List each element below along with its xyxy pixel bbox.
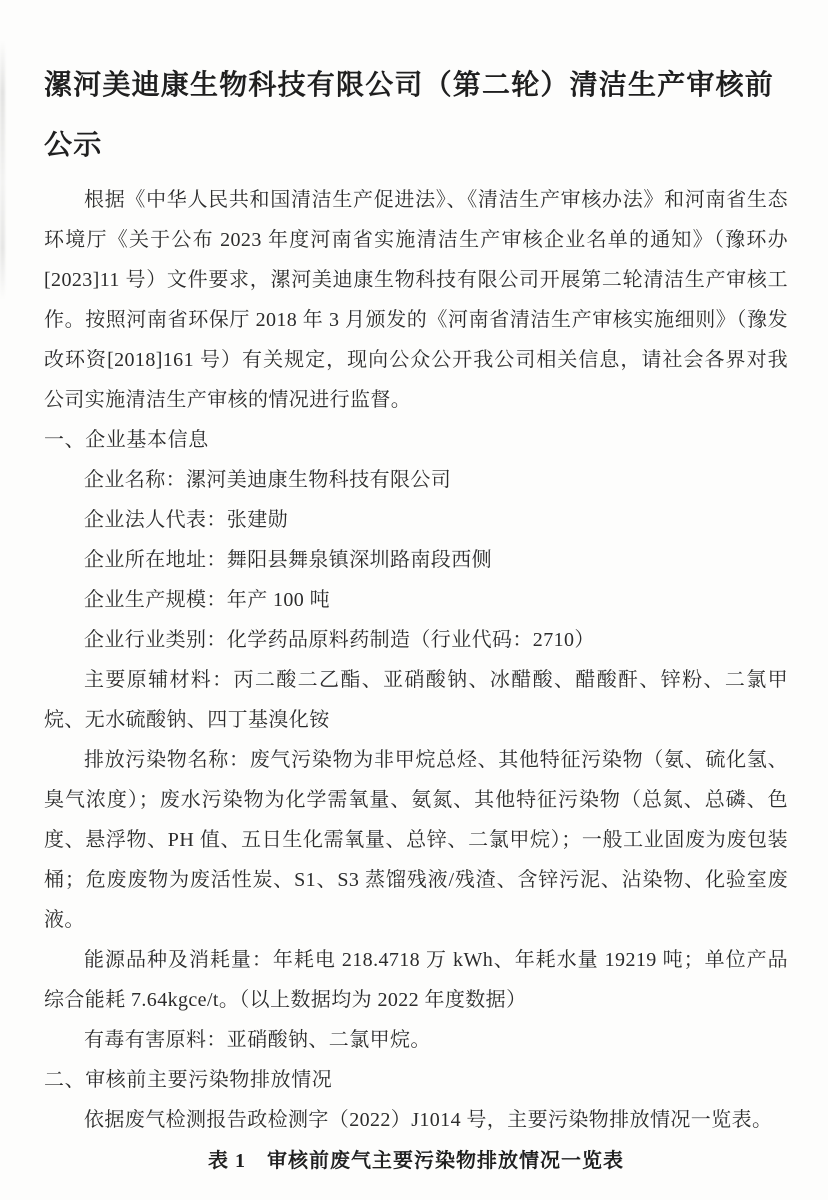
info-item-energy-consumption: 能源品种及消耗量：年耗电 218.4718 万 kWh、年耗水量 19219 吨；单位产品综合能耗 7.64kgce/t。（以上数据均为 2022 年度数据） (44, 949, 788, 1011)
info-item-address: 企业所在地址：舞阳县舞泉镇深圳路南段西侧 (84, 549, 492, 571)
info-item-industry-category: 企业行业类别：化学药品原料药制造（行业代码：2710） (84, 629, 595, 651)
section-1-heading: 一、企业基本信息 (44, 429, 209, 451)
info-item-toxic-materials: 有毒有害原料：亚硝酸钠、二氯甲烷。 (84, 1029, 431, 1051)
emission-report-paragraph: 依据废气检测报告政检测字（2022）J1014 号，主要污染物排放情况一览表。 (84, 1109, 773, 1131)
intro-paragraph: 根据《中华人民共和国清洁生产促进法》、《清洁生产审核办法》和河南省生态环境厅《关于公布 2023 年度河南省实施清洁生产审核企业名单的通知》（豫环办[2023]11 号）文件要求，漯河美迪康生物科技有限公司开展第二轮清洁生产审核工作。按照河南省环保厅 2018 年 3 月颁发的《河南省清洁生产审核实施细则》（豫发改环资[2018]161 号）有关规定，现向公众公开我公司相关信息，请社会各界对我公司实施清洁生产审核的情况进行监督。 (44, 189, 788, 411)
table-1-caption: 表 1 审核前废气主要污染物排放情况一览表 (208, 1150, 624, 1172)
info-item-company-name: 企业名称：漯河美迪康生物科技有限公司 (84, 469, 452, 491)
info-item-raw-materials: 主要原辅材料：丙二酸二乙酯、亚硝酸钠、冰醋酸、醋酸酐、锌粉、二氯甲烷、无水硫酸钠、四丁基溴化铵 (44, 669, 788, 731)
info-item-legal-representative: 企业法人代表：张建勋 (84, 509, 288, 531)
info-item-pollutants: 排放污染物名称：废气污染物为非甲烷总烃、其他特征污染物（氨、硫化氢、臭气浓度）；废水污染物为化学需氧量、氨氮、其他特征污染物（总氮、总磷、色度、悬浮物、PH 值、五日生化需氧量、总锌、二氯甲烷）；一般工业固废为废包装桶；危废废物为废活性炭、S1、S3 蒸馏残液/残渣、含锌污泥、沾染物、化验室废液。 (44, 749, 788, 931)
scan-artifact-edge (0, 40, 5, 300)
info-item-production-scale: 企业生产规模：年产 100 吨 (84, 589, 330, 611)
section-2-heading: 二、审核前主要污染物排放情况 (44, 1069, 333, 1091)
document-title: 漯河美迪康生物科技有限公司（第二轮）清洁生产审核前公示 (44, 70, 775, 161)
